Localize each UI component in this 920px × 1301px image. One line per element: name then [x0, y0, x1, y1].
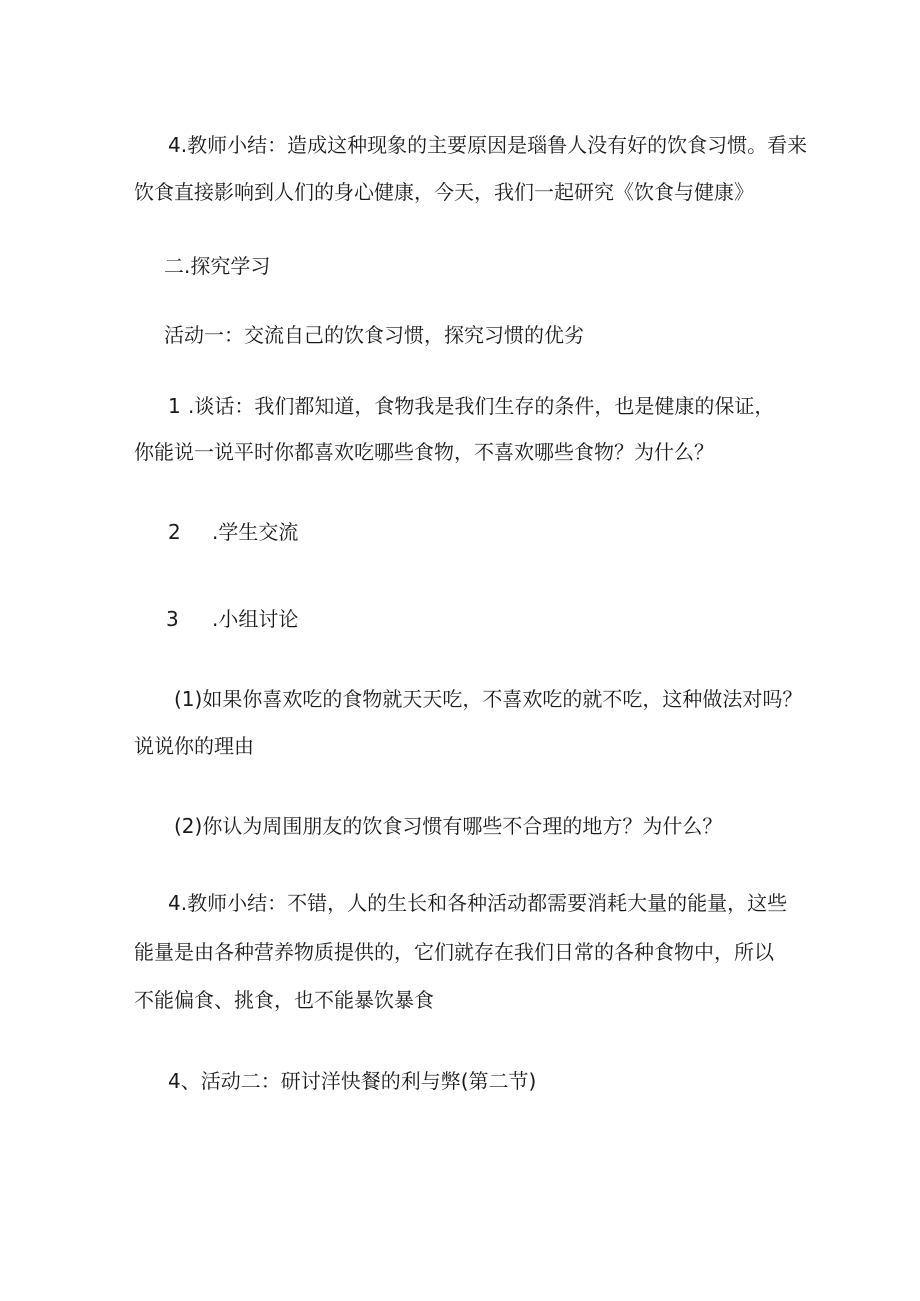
activity2-title: 4、活动二：研讨洋快餐的利与弊(第二节): [168, 1069, 537, 1093]
summary2-line3: 不能偏食、挑食，也不能暴饮暴食: [134, 988, 434, 1012]
summary2-line1: 4.教师小结：不错，人的生长和各种活动都需要消耗大量的能量，这些: [168, 891, 788, 915]
item1-line2: 你能说一说平时你都喜欢吃哪些食物，不喜欢哪些食物？为什么？: [134, 440, 714, 464]
summary2-line2: 能量是由各种营养物质提供的，它们就存在我们日常的各种食物中，所以: [134, 940, 774, 964]
activity1-title: 活动一：交流自己的饮食习惯，探究习惯的优劣: [164, 323, 584, 347]
item2-text: .学生交流: [212, 520, 299, 544]
item3-number: 3: [166, 607, 179, 631]
item1-line1: [168, 394, 774, 418]
item1-number: 1: [168, 394, 181, 418]
section-heading: 二.探究学习: [164, 254, 271, 278]
question1-line1: (1)如果你喜欢吃的食物就天天吃，不喜欢吃的就不吃，这种做法对吗？: [174, 687, 803, 711]
item3-text: .小组讨论: [212, 607, 299, 631]
item3: [166, 607, 298, 631]
item1-text: .谈话：我们都知道，食物我是我们生存的条件，也是健康的保证，: [188, 394, 775, 418]
summary1-line2: 饮食直接影响到人们的身心健康，今天，我们一起研究《饮食与健康》: [134, 180, 754, 204]
item2-number: 2: [168, 520, 181, 544]
item2: [168, 520, 298, 544]
question1-line2: 说说你的理由: [134, 734, 254, 758]
summary1-line1: 4.教师小结：造成这种现象的主要原因是瑙鲁人没有好的饮食习惯。看来: [168, 133, 808, 157]
question2: (2)你认为周围朋友的饮食习惯有哪些不合理的地方？为什么？: [174, 814, 723, 838]
